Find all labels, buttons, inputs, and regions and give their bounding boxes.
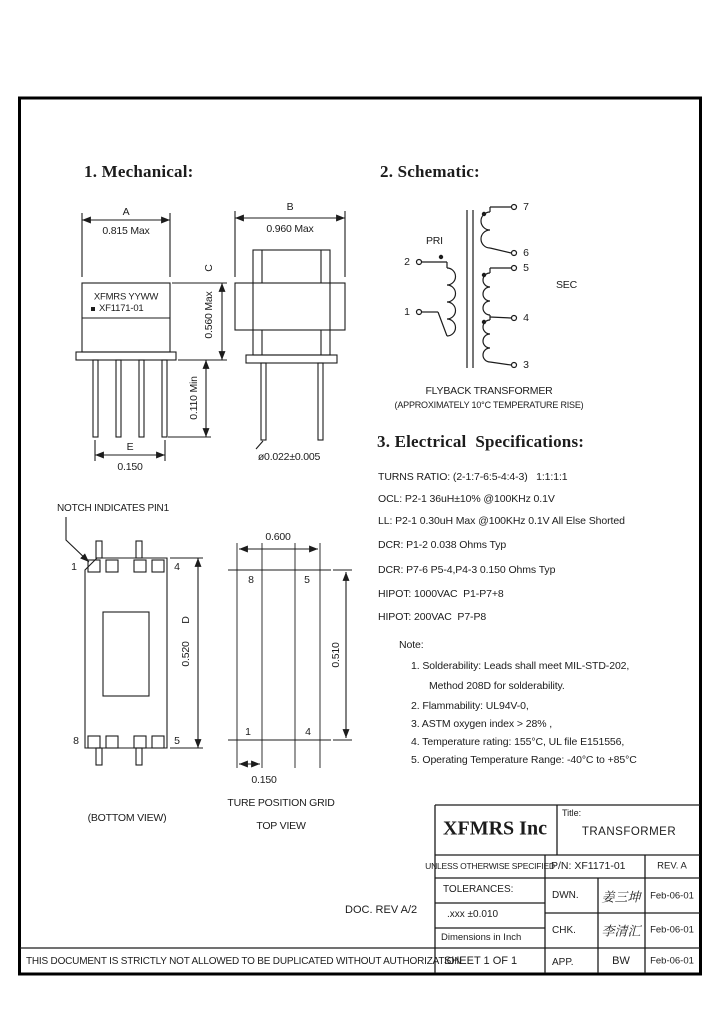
footer-notice: THIS DOCUMENT IS STRICTLY NOT ALLOWED TO BE DUPLICATED WITHOUT AUTHORIZATION: [26, 956, 462, 967]
bottom-pin-5: 5: [174, 735, 180, 747]
tolerance-value: .xxx ±0.010: [447, 909, 499, 920]
spec-hipot-1: HIPOT: 1000VAC P1-P7+8: [378, 588, 504, 600]
bottom-pin-8: 8: [73, 735, 79, 747]
primary-label: PRI: [426, 235, 443, 247]
doc-rev: DOC. REV A/2: [345, 904, 418, 916]
bottom-pin-4: 4: [174, 561, 180, 573]
dim-d-letter: D: [180, 616, 192, 624]
note-2: 2. Flammability: UL94V-0,: [411, 700, 529, 712]
checked-signature: 李清汇: [601, 923, 641, 939]
grid-pin-8: 8: [248, 574, 254, 586]
revision: REV. A: [657, 860, 687, 872]
unless-otherwise-label: UNLESS OTHERWISE SPECIFIED: [425, 861, 555, 871]
schematic-pin-1: 1: [404, 306, 410, 318]
schematic-pin-4: 4: [523, 312, 529, 324]
checked-label: CHK.: [552, 925, 576, 936]
bottom-view-caption: (BOTTOM VIEW): [87, 812, 167, 824]
secondary-label: SEC: [556, 279, 577, 291]
grid-dim-width: 0.600: [265, 531, 291, 543]
dim-c-value: 0.560 Max: [203, 291, 215, 339]
title-label: Title:: [562, 808, 582, 818]
drawn-label: DWN.: [552, 890, 579, 901]
spec-dcr-1: DCR: P1-2 0.038 Ohms Typ: [378, 539, 507, 551]
spec-ll: LL: P2-1 0.30uH Max @100KHz 0.1V All Else Shorted: [378, 515, 625, 527]
dim-d-value: 0.520: [180, 641, 192, 667]
spec-hipot-2: HIPOT: 200VAC P7-P8: [378, 611, 487, 623]
approved-signature: BW: [612, 955, 630, 967]
sheet-info: SHEET 1 OF 1: [444, 955, 518, 967]
side-view-drawing: [235, 211, 345, 449]
dim-b-value: 0.960 Max: [266, 223, 314, 235]
tolerances-label: TOLERANCES:: [443, 884, 514, 895]
grid-pin-4: 4: [305, 726, 311, 738]
schematic-pin-6: 6: [523, 247, 529, 259]
checked-date: Feb-06-01: [650, 924, 694, 936]
title-value: TRANSFORMER: [581, 826, 677, 838]
schematic-caption-1: FLYBACK TRANSFORMER: [425, 385, 553, 397]
dim-pin-diameter: ø0.022±0.005: [257, 451, 321, 463]
dim-b-letter: B: [286, 201, 294, 213]
body-marking-line2: XF1171-01: [99, 303, 144, 314]
schematic-pin-7: 7: [523, 201, 529, 213]
spec-dcr-2: DCR: P7-6 P5-4,P4-3 0.150 Ohms Typ: [378, 564, 556, 576]
drawn-signature: 姜三坤: [601, 889, 641, 905]
approved-date: Feb-06-01: [650, 955, 694, 967]
schematic-caption-2: (APPROXIMATELY 10°C TEMPERATURE RISE): [394, 400, 584, 410]
dim-a-value: 0.815 Max: [102, 225, 150, 237]
dim-c-letter: C: [203, 264, 215, 272]
spec-ocl: OCL: P2-1 36uH±10% @100KHz 0.1V: [378, 493, 555, 505]
schematic-pin-2: 2: [404, 256, 410, 268]
section-title-electrical: 3. Electrical Specifications:: [377, 432, 585, 451]
dimension-unit: Dimensions in Inch: [441, 932, 522, 943]
schematic-pin-5: 5: [523, 262, 529, 274]
section-title-mechanical: 1. Mechanical:: [84, 162, 194, 181]
notch-note: NOTCH INDICATES PIN1: [57, 503, 169, 514]
part-number: P/N: XF1171-01: [551, 860, 626, 872]
dim-pin-length: 0.110 Min: [188, 376, 200, 420]
grid-dim-height: 0.510: [330, 642, 342, 668]
dim-e-value: 0.150: [117, 461, 143, 473]
grid-pin-1: 1: [245, 726, 251, 738]
grid-caption-2: TOP VIEW: [256, 820, 306, 832]
note-1: 1. Solderability: Leads shall meet MIL-STD-202,: [411, 660, 630, 672]
schematic-pin-3: 3: [523, 359, 529, 371]
drawn-date: Feb-06-01: [650, 890, 694, 902]
section-title-schematic: 2. Schematic:: [380, 162, 480, 181]
grid-caption-1: TURE POSITION GRID: [227, 797, 335, 809]
grid-dim-pitch: 0.150: [251, 774, 277, 786]
dim-e-letter: E: [126, 441, 134, 453]
spec-turns-ratio: TURNS RATIO: (2-1:7-6:5-4:4-3) 1:1:1:1: [378, 471, 568, 483]
schematic-drawing: [417, 205, 517, 369]
note-1b: Method 208D for solderability.: [429, 680, 565, 692]
body-marking-line1: XFMRS YYWW: [93, 291, 159, 303]
dim-a-letter: A: [122, 206, 130, 218]
company-name: XFMRS Inc: [443, 817, 547, 840]
grid-pin-5: 5: [304, 574, 310, 586]
approved-label: APP.: [552, 957, 574, 968]
note-4: 4. Temperature rating: 155°C, UL file E151556,: [411, 736, 625, 748]
note-title: Note:: [399, 639, 424, 651]
note-5: 5. Operating Temperature Range: -40°C to +85°C: [411, 754, 637, 766]
bottom-pin-1: 1: [71, 561, 77, 573]
note-3: 3. ASTM oxygen index > 28% ,: [411, 718, 553, 730]
